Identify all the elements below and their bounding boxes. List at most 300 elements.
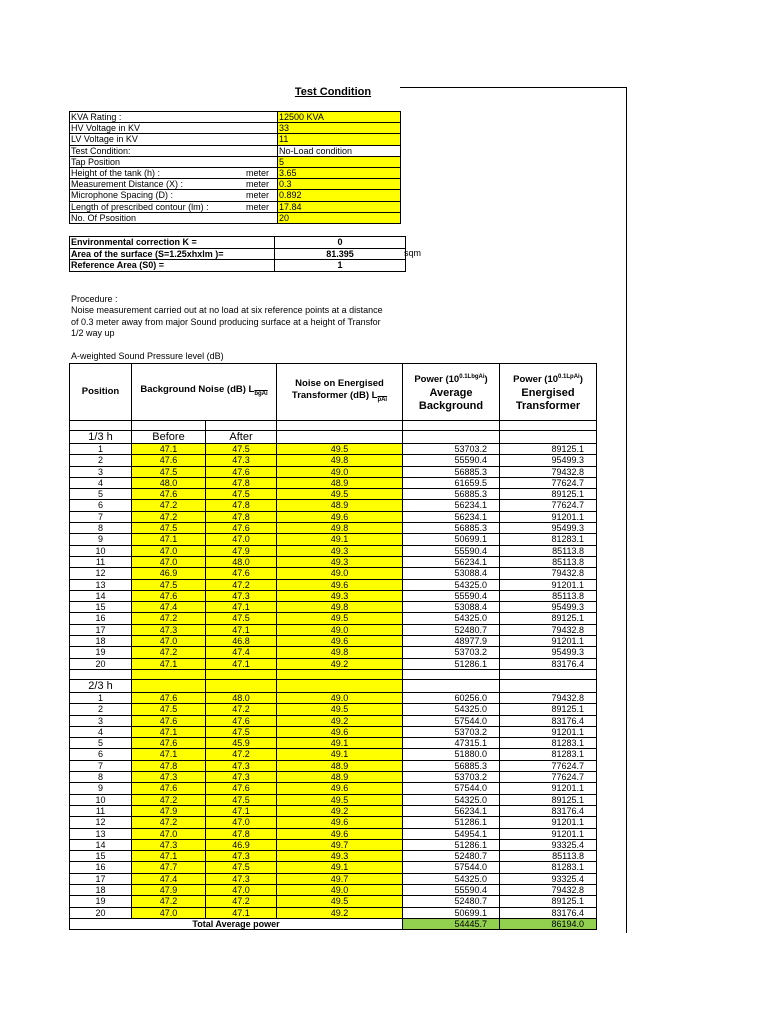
spec-value: No-Load condition [278,145,401,156]
spacer-cell [206,669,277,679]
after-cell: 48.0 [206,556,277,567]
section-label: 1/3 h [70,431,132,444]
power-tr-cell: 79432.8 [500,624,597,635]
energised-cell: 49.6 [277,817,403,828]
energised-cell: 49.6 [277,828,403,839]
position-cell: 15 [70,851,132,862]
before-label [132,679,206,692]
before-cell: 47.1 [132,534,206,545]
position-cell: 13 [70,579,132,590]
area-unit: sqm [404,248,422,258]
after-cell: 47.6 [206,715,277,726]
after-cell: 47.3 [206,760,277,771]
before-cell: 47.0 [132,556,206,567]
table-row [70,884,597,895]
spec-row [70,112,401,123]
after-cell: 47.5 [206,794,277,805]
spec-label-text: Length of prescribed contour (lm) : [71,201,209,212]
spec-unit: meter [245,201,269,212]
before-cell: 47.0 [132,828,206,839]
position-cell: 4 [70,477,132,488]
after-cell: 47.3 [206,851,277,862]
after-cell: 47.8 [206,511,277,522]
before-cell: 47.6 [132,590,206,601]
before-cell: 47.2 [132,817,206,828]
energised-cell: 49.2 [277,907,403,918]
position-cell: 19 [70,647,132,658]
energised-cell: 49.6 [277,579,403,590]
spacer-cell [70,669,132,679]
spec-value: 0.892 [278,190,401,201]
after-cell: 47.3 [206,455,277,466]
energised-cell: 49.6 [277,726,403,737]
power-bg-cell: 56885.3 [403,523,500,534]
after-cell: 47.4 [206,647,277,658]
before-cell: 47.2 [132,896,206,907]
before-cell: 47.9 [132,884,206,895]
energised-cell: 49.3 [277,545,403,556]
position-cell: 2 [70,455,132,466]
table-row [70,862,597,873]
power-bg-cell: 53703.2 [403,444,500,455]
power-tr-cell: 83176.4 [500,805,597,816]
specs-table [69,111,401,224]
power-bg-cell: 57544.0 [403,862,500,873]
position-cell: 1 [70,692,132,703]
power-bg-cell: 57544.0 [403,715,500,726]
energised-cell: 49.1 [277,738,403,749]
power-bg-cell: 56885.3 [403,489,500,500]
position-cell: 5 [70,738,132,749]
position-cell: 7 [70,760,132,771]
table-row [70,805,597,816]
table-row [70,828,597,839]
header-power-background: Power $(10^{0.1LbgAi})$ Average Background [403,364,500,421]
spec-label [70,134,278,145]
energised-cell: 49.6 [277,783,403,794]
env-label: Reference Area (S0) = [70,260,275,272]
spec-label-text: Measurement Distance (X) : [71,179,184,190]
energised-cell: 49.8 [277,523,403,534]
power-tr-cell: 85113.8 [500,590,597,601]
energised-cell: 49.0 [277,884,403,895]
after-cell: 47.6 [206,466,277,477]
position-cell: 12 [70,817,132,828]
power-bg-cell: 56234.1 [403,805,500,816]
power-bg-cell: 54325.0 [403,873,500,884]
energised-cell: 48.9 [277,760,403,771]
power-bg-cell: 54325.0 [403,704,500,715]
power-tr-cell: 79432.8 [500,466,597,477]
energised-cell: 49.0 [277,692,403,703]
after-cell: 47.1 [206,805,277,816]
power-bg-cell: 52480.7 [403,896,500,907]
env-row [70,248,406,260]
after-label: After [206,431,277,444]
power-tr-cell: 95499.3 [500,602,597,613]
after-cell: 47.1 [206,624,277,635]
energised-cell: 49.5 [277,613,403,624]
after-cell: 46.8 [206,636,277,647]
table-row [70,636,597,647]
power-bg-cell: 56234.1 [403,500,500,511]
spec-label-text: LV Voltage in KV [71,134,138,145]
power-tr-cell: 91201.1 [500,817,597,828]
power-tr-cell: 89125.1 [500,613,597,624]
table-row [70,602,597,613]
table-row [70,907,597,918]
table-row [70,534,597,545]
position-cell: 20 [70,907,132,918]
power-tr-cell: 79432.8 [500,568,597,579]
table-row [70,658,597,669]
position-cell: 11 [70,805,132,816]
position-cell: 10 [70,545,132,556]
energised-cell: 49.1 [277,534,403,545]
spacer-row [70,421,597,431]
power-bg-cell: 55590.4 [403,884,500,895]
table-row [70,715,597,726]
before-cell: 47.9 [132,805,206,816]
before-cell: 47.6 [132,738,206,749]
table-row [70,489,597,500]
position-cell: 7 [70,511,132,522]
power-bg-cell: 51880.0 [403,749,500,760]
table-row [70,624,597,635]
table-row [70,873,597,884]
before-cell: 47.6 [132,489,206,500]
header-power-transformer: Power $(10^{0.1LpAi})$ Energised Transformer [500,364,597,421]
spec-label [70,212,278,223]
table-row [70,749,597,760]
position-cell: 1 [70,444,132,455]
after-cell: 47.3 [206,873,277,884]
table-row [70,704,597,715]
spacer-cell [500,669,597,679]
spec-row [70,167,401,178]
position-cell: 11 [70,556,132,567]
power-tr-cell: 91201.1 [500,828,597,839]
spec-label [70,156,278,167]
spec-value: 3.65 [278,167,401,178]
table-row [70,556,597,567]
before-cell: 47.5 [132,704,206,715]
before-cell: 47.4 [132,602,206,613]
energised-cell: 49.7 [277,839,403,850]
table-row [70,772,597,783]
position-cell: 19 [70,896,132,907]
after-cell: 47.2 [206,749,277,760]
before-cell: 47.6 [132,715,206,726]
power-tr-cell: 81283.1 [500,749,597,760]
after-cell: 46.9 [206,839,277,850]
power-bg-cell: 61659.5 [403,477,500,488]
before-cell: 47.2 [132,794,206,805]
power-tr-cell: 83176.4 [500,658,597,669]
energised-cell: 49.3 [277,590,403,601]
after-cell: 47.8 [206,500,277,511]
energised-cell: 49.1 [277,749,403,760]
env-table [69,236,406,272]
position-cell: 4 [70,726,132,737]
power-bg-cell: 56234.1 [403,556,500,567]
spec-value: 33 [278,123,401,134]
page-border-top [400,87,627,88]
spec-row [70,190,401,201]
section-empty [403,431,500,444]
spec-row [70,156,401,167]
energised-cell: 49.0 [277,466,403,477]
power-tr-cell: 91201.1 [500,636,597,647]
after-cell: 47.6 [206,523,277,534]
position-cell: 8 [70,772,132,783]
power-bg-cell: 56234.1 [403,511,500,522]
after-cell: 45.9 [206,738,277,749]
section-empty [277,431,403,444]
table-row [70,647,597,658]
before-cell: 47.8 [132,760,206,771]
position-cell: 9 [70,534,132,545]
power-tr-cell: 85113.8 [500,556,597,567]
power-bg-cell: 55590.4 [403,545,500,556]
power-tr-cell: 89125.1 [500,704,597,715]
before-cell: 47.1 [132,749,206,760]
after-cell: 47.1 [206,602,277,613]
position-cell: 6 [70,749,132,760]
section-empty [277,679,403,692]
after-cell: 47.5 [206,489,277,500]
energised-cell: 49.6 [277,636,403,647]
before-cell: 47.5 [132,466,206,477]
env-row [70,237,406,249]
energised-cell: 49.8 [277,602,403,613]
spec-label [70,190,278,201]
energised-cell: 49.8 [277,455,403,466]
energised-cell: 49.8 [277,647,403,658]
power-tr-cell: 95499.3 [500,647,597,658]
table-row [70,839,597,850]
energised-cell: 49.3 [277,851,403,862]
spec-label-text: HV Voltage in KV [71,123,141,134]
power-bg-cell: 53703.2 [403,726,500,737]
table-row [70,783,597,794]
section-empty [403,679,500,692]
spec-row [70,145,401,156]
env-value: 81.395 [275,248,406,260]
header-row [70,364,597,421]
position-cell: 16 [70,862,132,873]
power-tr-cell: 89125.1 [500,444,597,455]
before-cell: 46.9 [132,568,206,579]
energised-cell: 49.2 [277,715,403,726]
power-bg-cell: 57544.0 [403,783,500,794]
power-bg-cell: 51286.1 [403,817,500,828]
before-cell: 47.1 [132,658,206,669]
power-bg-cell: 55590.4 [403,455,500,466]
energised-cell: 49.5 [277,444,403,455]
power-tr-cell: 79432.8 [500,884,597,895]
energised-cell: 49.5 [277,489,403,500]
power-tr-cell: 79432.8 [500,692,597,703]
energised-cell: 48.9 [277,772,403,783]
before-cell: 47.7 [132,862,206,873]
section-header-row [70,431,597,444]
before-cell: 47.0 [132,636,206,647]
position-cell: 13 [70,828,132,839]
spec-label [70,145,278,156]
before-cell: 47.2 [132,500,206,511]
after-cell: 47.3 [206,772,277,783]
power-tr-cell: 81283.1 [500,738,597,749]
procedure-line-1: Noise measurement carried out at no load at six reference points at a distance [71,305,383,315]
page-title: Test Condition [294,86,372,98]
power-bg-cell: 50699.1 [403,907,500,918]
spacer-row [70,669,597,679]
sound-table [69,363,597,930]
energised-cell: 49.0 [277,568,403,579]
total-tr: 86194.0 [500,918,597,929]
position-cell: 9 [70,783,132,794]
spec-value: 0.3 [278,179,401,190]
power-bg-cell: 52480.7 [403,624,500,635]
procedure-line-2: of 0.3 meter away from major Sound producing surface at a height of Transfor [71,317,381,327]
power-bg-cell: 53703.2 [403,772,500,783]
energised-cell: 48.9 [277,500,403,511]
header-position: Position [70,364,132,421]
after-cell: 47.5 [206,862,277,873]
before-cell: 47.2 [132,511,206,522]
position-cell: 5 [70,489,132,500]
position-cell: 6 [70,500,132,511]
spec-unit: meter [245,167,269,178]
position-cell: 18 [70,636,132,647]
spec-label-text: Microphone Spacing (D) : [71,190,174,201]
spec-label [70,201,278,212]
procedure-heading: Procedure : [71,294,118,304]
energised-cell: 48.9 [277,477,403,488]
after-label [206,679,277,692]
section-empty [500,431,597,444]
spec-value: 20 [278,212,401,223]
env-value: 0 [275,237,406,249]
power-tr-cell: 81283.1 [500,534,597,545]
spacer-cell [132,669,206,679]
after-cell: 47.5 [206,726,277,737]
position-cell: 3 [70,466,132,477]
power-bg-cell: 51286.1 [403,839,500,850]
spec-value: 11 [278,134,401,145]
spec-value: 17.84 [278,201,401,212]
power-bg-cell: 54325.0 [403,794,500,805]
power-tr-cell: 77624.7 [500,500,597,511]
section-label: 2/3 h [70,679,132,692]
power-tr-cell: 83176.4 [500,907,597,918]
table-row [70,738,597,749]
power-tr-cell: 91201.1 [500,783,597,794]
table-row [70,896,597,907]
after-cell: 47.1 [206,907,277,918]
table-row [70,477,597,488]
spec-label-text: No. Of Psosition [71,212,137,223]
energised-cell: 49.7 [277,873,403,884]
total-label: Total Average power [70,918,403,929]
table-row [70,760,597,771]
table-row [70,613,597,624]
power-bg-cell: 56885.3 [403,466,500,477]
before-cell: 47.1 [132,444,206,455]
spec-label-text: Height of the tank (h) : [71,168,161,179]
before-cell: 47.4 [132,873,206,884]
power-tr-cell: 93325.4 [500,873,597,884]
after-cell: 47.3 [206,590,277,601]
power-tr-cell: 89125.1 [500,896,597,907]
spec-label-text: Tap Position [71,156,121,167]
after-cell: 47.5 [206,444,277,455]
power-tr-cell: 95499.3 [500,523,597,534]
power-tr-cell: 93325.4 [500,839,597,850]
table-row [70,579,597,590]
energised-cell: 49.5 [277,896,403,907]
spec-label-text: Test Condition: [71,145,131,156]
power-tr-cell: 95499.3 [500,455,597,466]
after-cell: 47.2 [206,704,277,715]
spacer-cell [403,669,500,679]
table-row [70,590,597,601]
power-tr-cell: 85113.8 [500,851,597,862]
table-row [70,545,597,556]
table-row [70,466,597,477]
energised-cell: 49.5 [277,704,403,715]
after-cell: 47.8 [206,828,277,839]
after-cell: 47.6 [206,568,277,579]
position-cell: 17 [70,873,132,884]
spec-row [70,123,401,134]
before-cell: 47.0 [132,545,206,556]
after-cell: 47.1 [206,658,277,669]
table-caption: A-weighted Sound Pressure level (dB) [71,351,224,361]
before-cell: 47.5 [132,523,206,534]
after-cell: 47.0 [206,884,277,895]
before-cell: 47.1 [132,726,206,737]
spec-label [70,112,278,123]
before-cell: 47.6 [132,783,206,794]
power-bg-cell: 53703.2 [403,647,500,658]
energised-cell: 49.6 [277,511,403,522]
table-row [70,817,597,828]
power-tr-cell: 89125.1 [500,794,597,805]
procedure-line-3: 1/2 way up [71,328,115,338]
position-cell: 14 [70,590,132,601]
header-background: Background Noise (dB) $L_{bgAi}$ [132,364,277,421]
spec-row [70,201,401,212]
header-energised: Noise on Energised Transformer (dB) $L_{\overline{pAi}}$ [277,364,403,421]
spec-unit: meter [245,179,269,190]
after-cell: 48.0 [206,692,277,703]
power-bg-cell: 53088.4 [403,568,500,579]
power-tr-cell: 83176.4 [500,715,597,726]
table-row [70,726,597,737]
power-bg-cell: 54325.0 [403,579,500,590]
power-bg-cell: 47315.1 [403,738,500,749]
power-bg-cell: 48977.9 [403,636,500,647]
env-label: Environmental correction K = [70,237,275,249]
before-cell: 47.5 [132,579,206,590]
energised-cell: 49.2 [277,805,403,816]
table-row [70,511,597,522]
before-cell: 47.2 [132,647,206,658]
table-row [70,444,597,455]
table-row [70,455,597,466]
